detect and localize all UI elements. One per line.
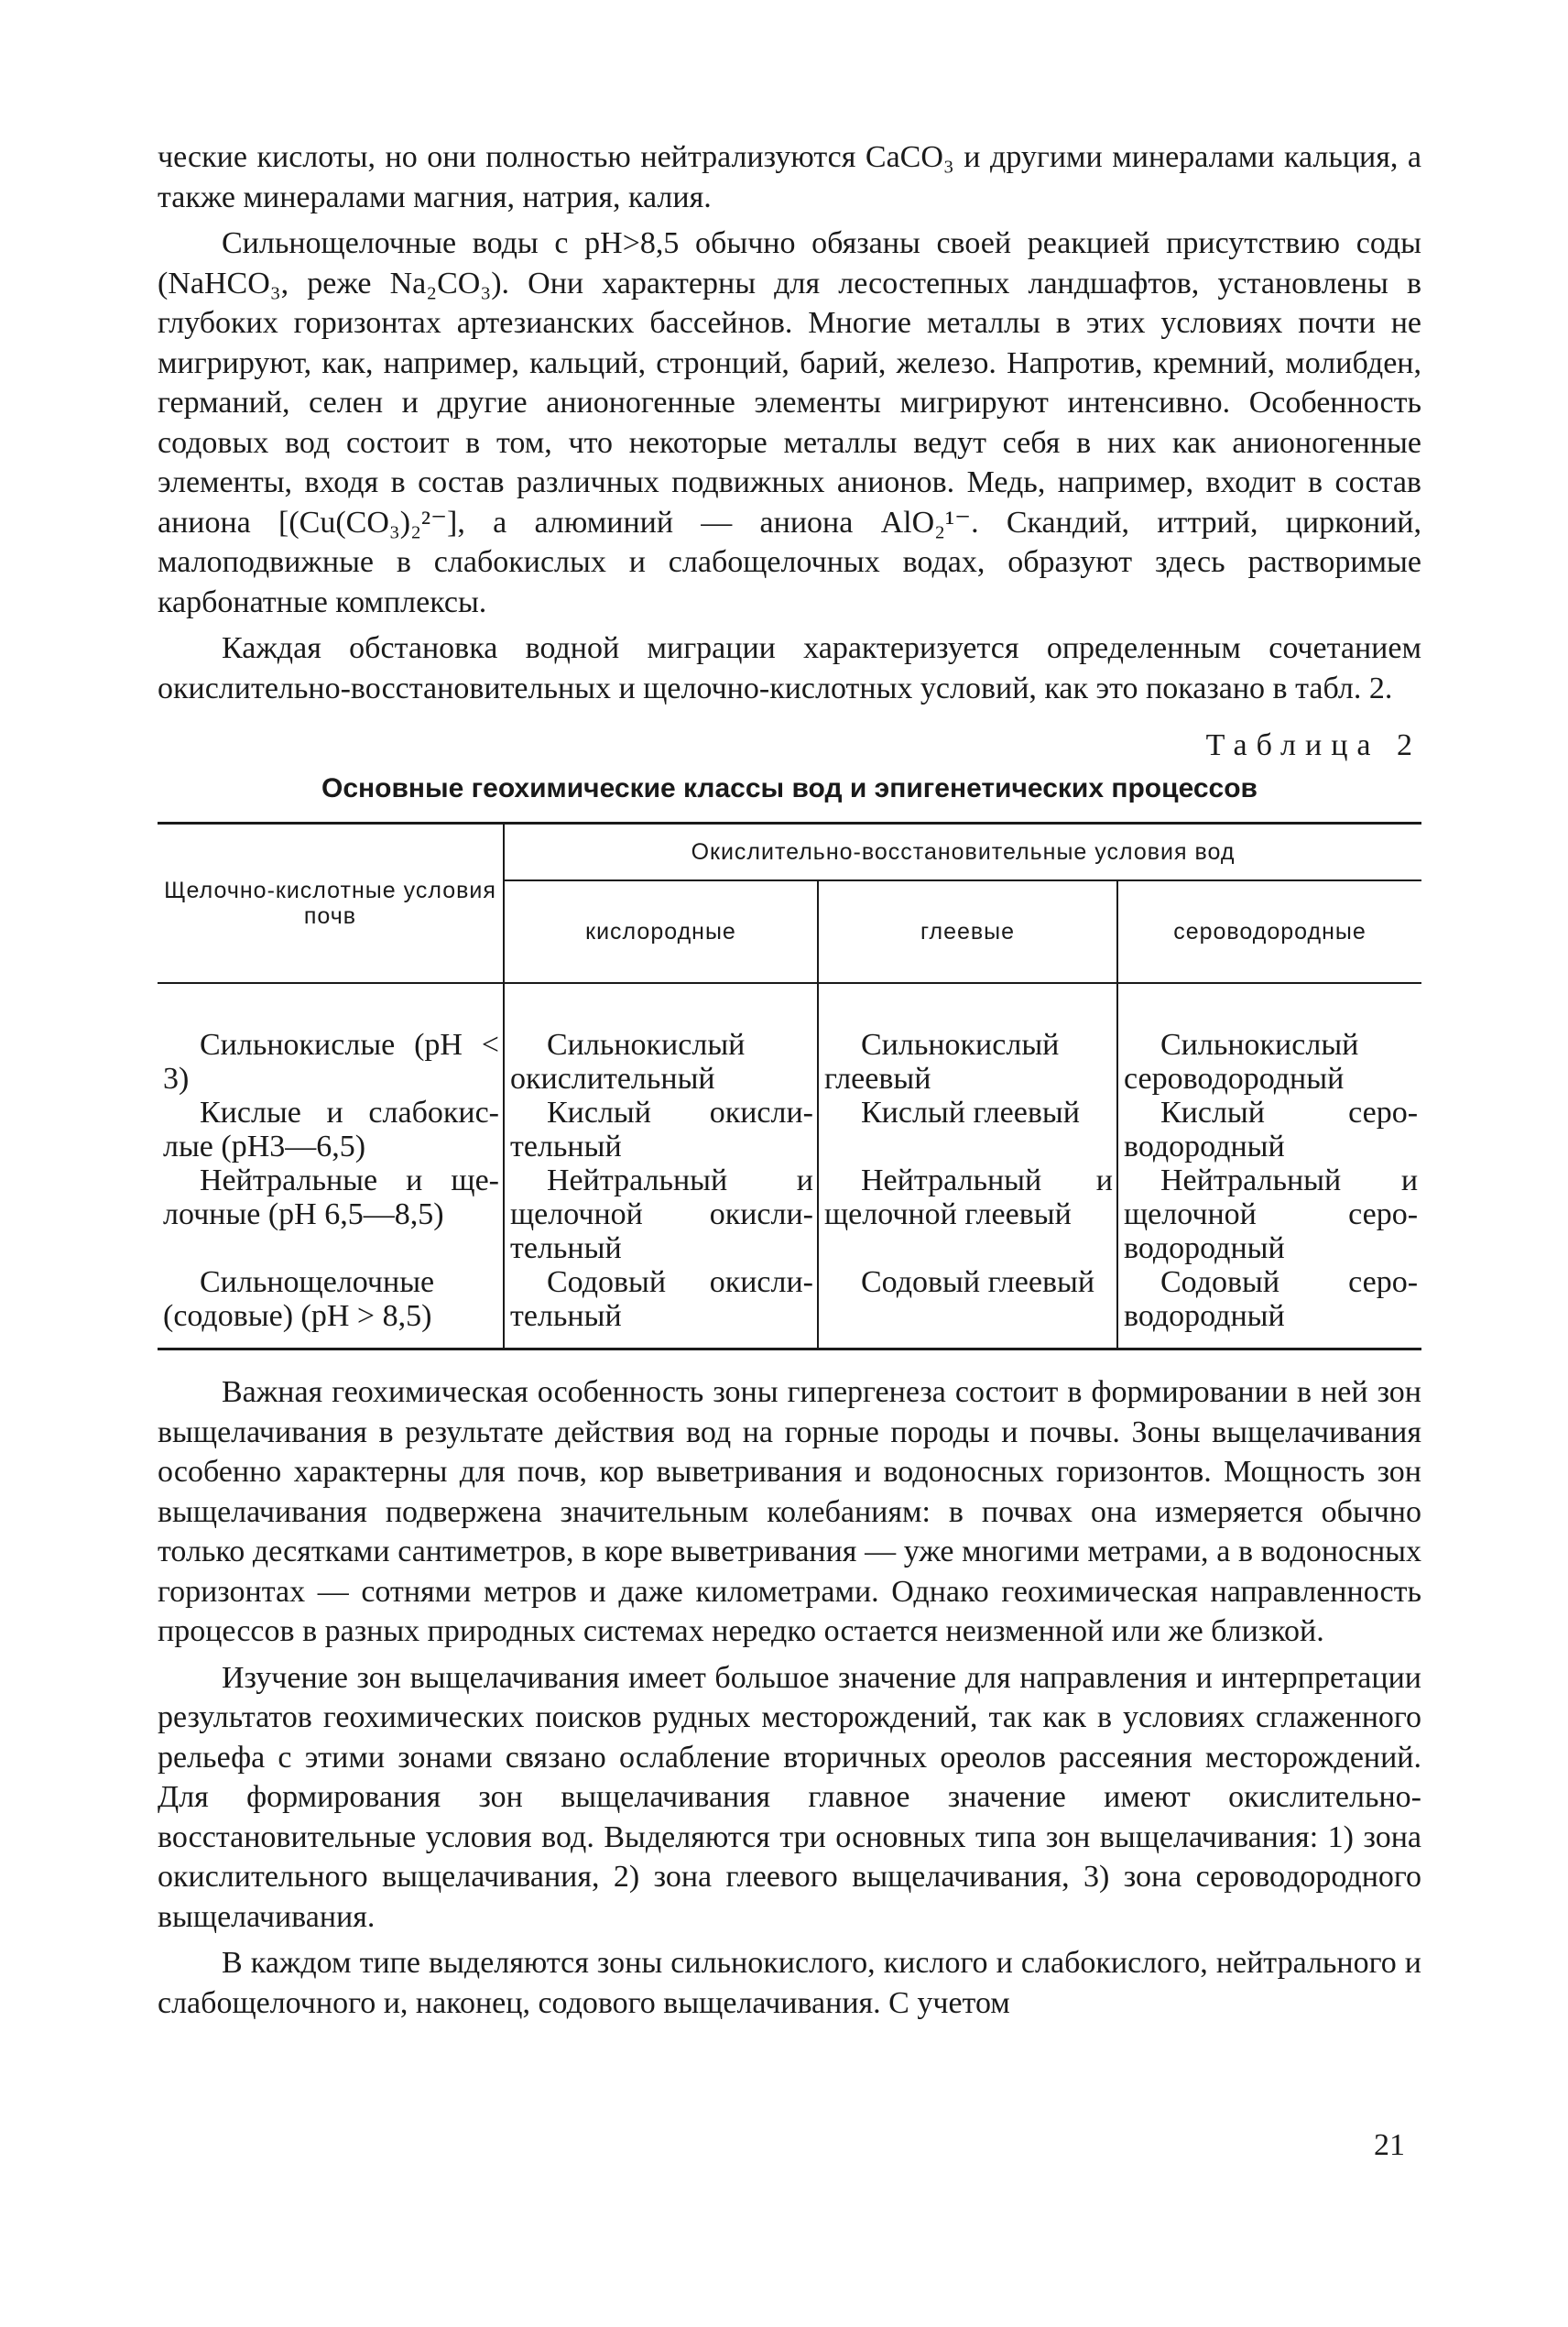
cell-gley: Кислый глеевый [818, 1096, 1117, 1164]
table-row [158, 1164, 1421, 1265]
geochemical-classes-table [158, 822, 1421, 1350]
cell-soil: Кислые и слабокислые (pH3—6,5) [158, 1096, 504, 1164]
cell-soil: Сильнокислые (pH < 3) [158, 1028, 504, 1096]
cell-hydrogen-sulfide: Сильнокислый сероводородный [1124, 1028, 1359, 1096]
paragraph-alkaline-waters: Сильнощелочные воды с pH>8,5 обычно обязаны своей реакцией присутствию соды (NaHCO₃, реже Na₂CO₃). Они характерны для лесостепных ландшафтов, установлены в глубоких горизонтах артезианских бассейнов. Многие металлы в этих условиях почти не мигрируют, как, например, кальций, стронций, барий, железо. Напротив, кремний, молибден, германий, селен и другие анионогенные элементы мигрируют интенсивно. Особенность содовых вод состоит в том, что некоторые металлы ведут себя в них как анионогенные элементы, входя в состав различных подвижных анионов. Медь, например, входит в состав аниона [(Cu(CO₃)₂²⁻], а алюминий — аниона AlO₂¹⁻. Скандий, иттрий, цирконий, малоподвижные в слабокислых и слабощелочных водах, образуют здесь растворимые карбонатные комплексы. [158, 226, 1421, 619]
paragraph-migration: Каждая обстановка водной миграции характеризуется определенным сочетанием окислительно-восстановительных и щелочно-кислотных условий, как это показано в табл. 2. [158, 631, 1421, 705]
table-row [158, 1096, 1421, 1164]
cell-soil: Нейтральные и щелочные (pH 6,5—8,5) [158, 1164, 504, 1265]
table-row [158, 1028, 1421, 1096]
header-hydrogen-sulfide: сероводородные [1117, 880, 1421, 983]
table-title: Основные геохимические классы вод и эпигенетических процессов [321, 773, 1258, 803]
cell-gley: Содовый глеевый [818, 1265, 1117, 1333]
cell-hydrogen-sulfide: Нейтральный и щелочной сероводородный [1124, 1164, 1419, 1265]
cell-hydrogen-sulfide: Содовый сероводородный [1124, 1265, 1419, 1333]
cell-hydrogen-sulfide: Кислый сероводородный [1124, 1096, 1419, 1164]
page-body [158, 137, 1421, 2023]
header-gley: глеевые [818, 880, 1117, 983]
cell-gley: Нейтральный и щелочной глеевый [818, 1164, 1117, 1265]
cell-oxygen: Сильнокислый окислительный [504, 1028, 818, 1096]
header-soil-conditions: Щелочно-кислотные условия почв [158, 824, 504, 984]
cell-oxygen: Содовый окислительный [504, 1265, 818, 1333]
paragraph-leaching-study: Изучение зон выщелачивания имеет большое значение для направления и интерпретации результатов геохимических поисков рудных месторождений, так как в условиях сглаженного рельефа с этими зонами связано ослабление вторичных ореолов рассеяния месторождений. Для формирования зон выщелачивания главное значение имеют окислительно-восстановительные условия вод. Выделяются три основных типа зон выщелачивания: 1) зона окислительного выщелачивания, 2) зона глеевого выщелачивания, 3) зона сероводородного выщелачивания. [158, 1660, 1421, 1934]
header-oxygen: кислородные [504, 880, 818, 983]
table-label: Таблица 2 [1205, 728, 1421, 762]
paragraph-leaching-types: В каждом типе выделяются зоны сильнокислого, кислого и слабокислого, нейтрального и слабощелочного и, наконец, содового выщелачивания. С учетом [158, 1946, 1421, 2020]
header-redox-conditions: Окислительно-восстановительные условия вод [504, 824, 1421, 881]
cell-oxygen: Нейтральный и щелочной окислительный [504, 1164, 818, 1265]
paragraph-acids: ческие кислоты, но они полностью нейтрализуются CaCO₃ и другими минералами кальция, а также минералами магния, натрия, калия. [158, 140, 1421, 214]
cell-gley: Сильнокислый глеевый [818, 1028, 1117, 1096]
cell-oxygen: Кислый окислительный [504, 1096, 818, 1164]
table-row [158, 1265, 1421, 1333]
paragraph-leaching-zones: Важная геохимическая особенность зоны гипергенеза состоит в формировании в ней зон выщелачивания в результате действия вод на горные породы и почвы. Зоны выщелачивания особенно характерны для почв, кор выветривания и водоносных горизонтов. Мощность зон выщелачивания подвержена значительным колебаниям: в почвах она измеряется обычно только десятками сантиметров, в коре выветривания — уже многими метрами, а в водоносных горизонтах — сотнями метров и даже километрами. Однако геохимическая направленность процессов в разных природных системах нередко остается неизменной или же близкой. [158, 1375, 1421, 1648]
page-number: 21 [1374, 2128, 1405, 2162]
cell-soil: Сильнощелочные (содовые) (pH > 8,5) [158, 1265, 504, 1333]
